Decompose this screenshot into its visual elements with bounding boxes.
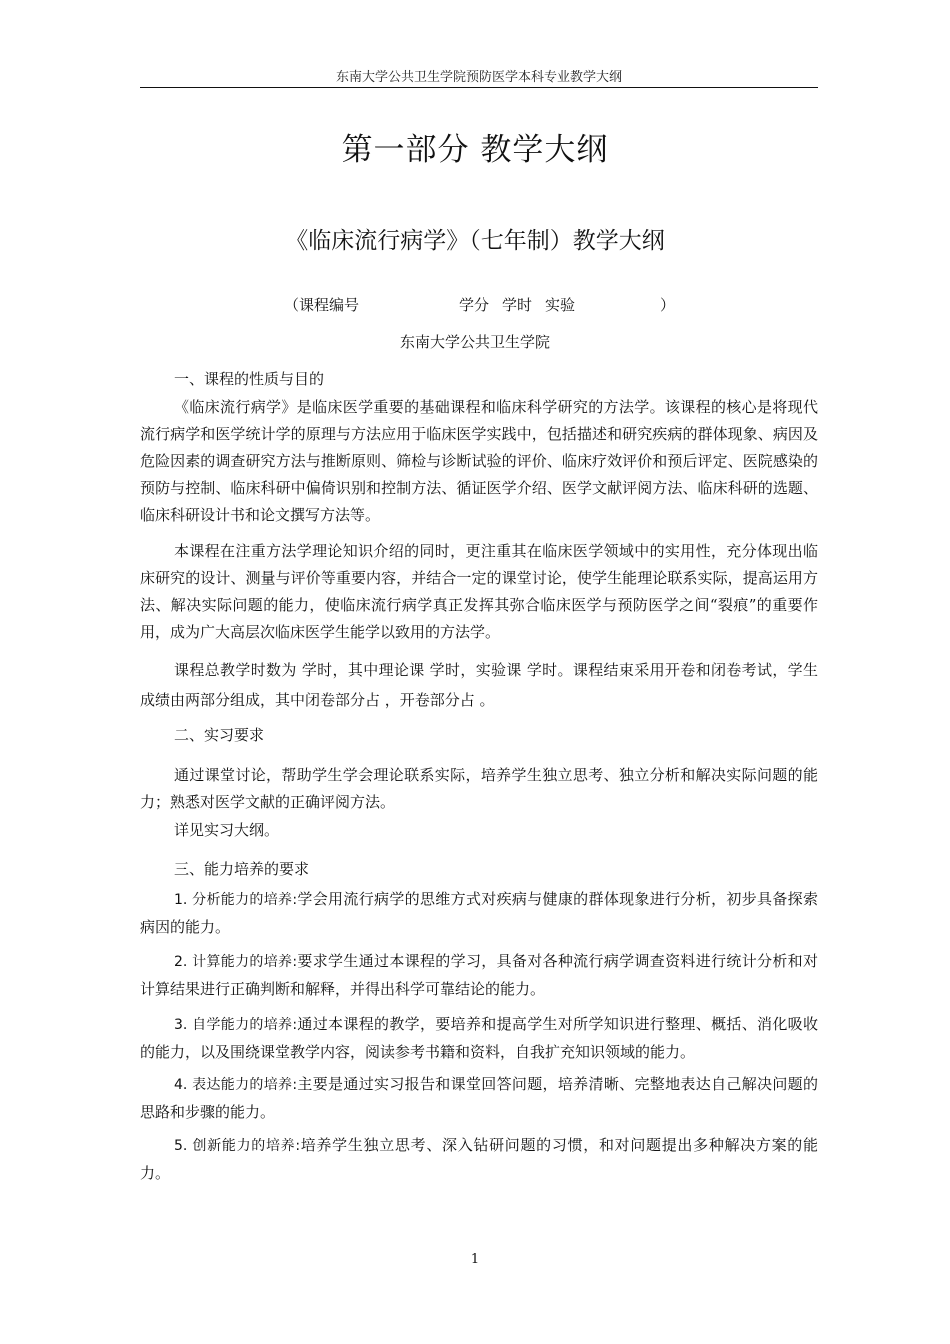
page-number: 1	[470, 1252, 480, 1267]
section-1-heading: 一、课程的性质与目的	[174, 370, 325, 388]
ability-item-3-label: 3. 自学能力的培养:	[174, 1017, 298, 1033]
ability-item-3	[140, 1011, 818, 1066]
ability-item-4-text: 主要是通过实习报告和课堂回答问题，培养清晰、完整地表达自己解决问题的思路和步骤的能力。	[140, 1075, 818, 1121]
ability-item-2	[140, 948, 818, 1003]
page-header: 东南大学公共卫生学院预防医学本科专业教学大纲	[140, 66, 818, 88]
credits-label: 学分	[459, 296, 490, 314]
ability-item-1	[140, 886, 818, 941]
lab-label: 实验	[545, 296, 576, 314]
section-2-heading: 二、实习要求	[174, 726, 265, 744]
ability-item-4	[140, 1071, 818, 1126]
section-3-heading: 三、能力培养的要求	[174, 860, 310, 878]
ability-item-1-text: 学会用流行病学的思维方式对疾病与健康的群体现象进行分析，初步具备探索病因的能力。	[140, 890, 818, 936]
section-1-paragraph-1: 《临床流行病学》是临床医学重要的基础课程和临床科学研究的方法学。该课程的核心是将现代流行病学和医学统计学的原理与方法应用于临床医学实践中，包括描述和研究疾病的群体现象、病因及危险因素的调查研究方法与推断原则、筛检与诊断试验的评价、临床疗效评价和预后评定、医院感染的预防与控制、临床科研中偏倚识别和控制方法、循证医学介绍、医学文献评阅方法、临床科研的选题、临床科研设计书和论文撰写方法等。	[140, 398, 818, 524]
section-1-paragraph-2: 本课程在注重方法学理论知识介绍的同时，更注重其在临床医学领域中的实用性，充分体现出临床研究的设计、测量与评价等重要内容，并结合一定的课堂讨论，使学生能理论联系实际，提高运用方法、解决实际问题的能力，使临床流行病学真正发挥其弥合临床医学与预防医学之间“裂痕”的重要作用，成为广大高层次临床医学生能学以致用的方法学。	[140, 542, 818, 641]
ability-item-5-label: 5. 创新能力的培养:	[174, 1138, 301, 1154]
part-title: 第一部分 教学大纲	[341, 132, 609, 168]
ability-item-5	[140, 1132, 818, 1187]
ability-item-5-text: 培养学生独立思考、深入钻研问题的习惯，和对问题提出多种解决方案的能力。	[140, 1136, 818, 1182]
ability-item-1-label: 1. 分析能力的培养:	[174, 892, 298, 908]
section-2-paragraph-2: 详见实习大纲。	[174, 821, 280, 839]
course-title: 《临床流行病学》（七年制）教学大纲	[285, 228, 665, 254]
course-info-close: ）	[660, 296, 676, 314]
hours-label: 学时	[502, 296, 533, 314]
section-2-paragraph-1: 通过课堂讨论，帮助学生学会理论联系实际，培养学生独立思考、独立分析和解决实际问题的能力；熟悉对医学文献的正确评阅方法。	[140, 766, 818, 811]
course-number-label: （课程编号	[284, 296, 360, 314]
ability-item-3-text: 通过本课程的教学，要培养和提高学生对所学知识进行整理、概括、消化吸收的能力，以及围绕课堂教学内容，阅读参考书籍和资料，自我扩充知识领域的能力。	[140, 1015, 818, 1061]
ability-item-2-text: 要求学生通过本课程的学习，具备对各种流行病学调查资料进行统计分析和对计算结果进行正确判断和解释，并得出科学可靠结论的能力。	[140, 952, 818, 998]
institute-name: 东南大学公共卫生学院	[399, 333, 550, 351]
ability-item-2-label: 2. 计算能力的培养:	[174, 954, 298, 970]
section-1-paragraph-3: 课程总教学时数为 学时，其中理论课 学时，实验课 学时。课程结束采用开卷和闭卷考试，学生成绩由两部分组成，其中闭卷部分占 ，开卷部分占 。	[140, 661, 818, 709]
ability-item-4-label: 4. 表达能力的培养:	[174, 1077, 298, 1093]
